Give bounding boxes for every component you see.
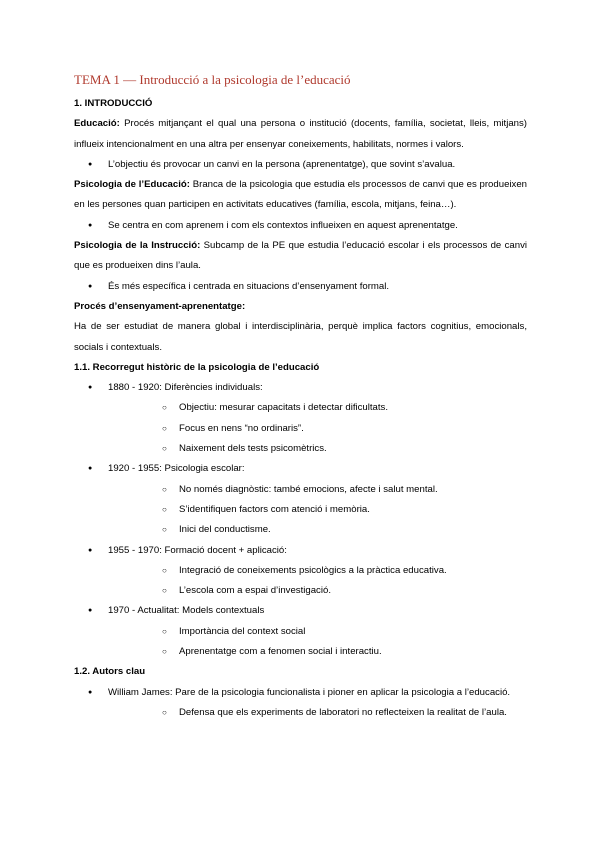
subitem: ○ Naixement dels tests psicomètrics. [108,439,527,459]
paragraph-educacio [74,114,527,155]
definition-proces-ensenyament: Ha de ser estudiat de manera global i interdisciplinària, perquè implica factors cognitius, emocionals, socials i contextuals. [74,321,527,353]
subitem: ○ Objectiu: mesurar capacitats i detectar dificultats. [108,398,527,418]
bullet-item: ● L’objectiu és provocar un canvi en la persona (aprenentatge), que sovint s’avalua. [74,155,527,175]
bullet-list-psicologia-instruccio [74,277,527,297]
period-item [74,541,527,602]
paragraph-psicologia-educacio [74,175,527,216]
period-label: 1880 - 1920: Diferències individuals: [108,382,263,394]
subitem: ○ Inici del conductisme. [108,520,527,540]
period-item [74,378,527,459]
author-subitems [108,703,527,723]
author-label: William James: Pare de la psicologia funcionalista i pioner en aplicar la psicologia a l’educació. [108,686,511,698]
period-item [74,459,527,540]
bullet-item: ● És més específica i centrada en situacions d’ensenyament formal. [74,277,527,297]
period-subitems [108,622,527,663]
period-label: 1920 - 1955: Psicologia escolar: [108,463,245,475]
definition-educacio: Procés mitjançant el qual una persona o institució (docents, família, societat, lleis, mitjans) influeix intencionalment en una altra per ensenyar coneixements, habilitats, normes i valors. [74,118,527,150]
subitem: ○ Importància del context social [108,622,527,642]
bullet-list-psicologia-educacio [74,216,527,236]
term-proces-ensenyament: Procés d’ensenyament-aprenentatge: [74,300,246,312]
subitem: ○ Focus en nens “no ordinaris”. [108,419,527,439]
history-periods-list [74,378,527,662]
subitem: ○ Integració de coneixements psicològics a la pràctica educativa. [108,561,527,581]
period-label: 1955 - 1970: Formació docent + aplicació: [108,544,287,556]
term-psicologia-educacio: Psicologia de l’Educació: [74,179,190,191]
subitem: ○ No només diagnòstic: també emocions, afecte i salut mental. [108,480,527,500]
section-heading-1-1: 1.1. Recorregut històric de la psicologia de l’educació [74,361,320,373]
paragraph-psicologia-instruccio [74,236,527,277]
subitem: ○ Defensa que els experiments de laboratori no reflecteixen la realitat de l’aula. [108,703,527,723]
period-item [74,601,527,662]
author-item [74,683,527,724]
bullet-list-educacio [74,155,527,175]
period-label: 1970 - Actualitat: Models contextuals [108,605,265,617]
authors-list [74,683,527,724]
period-subitems [108,561,527,602]
term-educacio: Educació: [74,118,120,130]
subitem: ○ Aprenentatge com a fenomen social i interactiu. [108,642,527,662]
document-content [74,70,527,723]
period-subitems [108,480,527,541]
term-psicologia-instruccio: Psicologia de la Instrucció: [74,240,201,252]
section-heading-1-2: 1.2. Autors clau [74,666,146,678]
definition-psicologia-educacio: Branca de la psicologia que estudia els processos de canvi que es produeixen en les persones quan participen en activitats educatives (família, escola, mitjans, feina…). [74,179,527,211]
page-title: TEMA 1 — Introducció a la psicologia de l’educació [74,72,351,87]
section-heading-1: 1. INTRODUCCIÓ [74,98,153,109]
subitem: ○ S’identifiquen factors com atenció i memòria. [108,500,527,520]
period-subitems [108,398,527,459]
subitem: ○ L’escola com a espai d’investigació. [108,581,527,601]
definition-psicologia-instruccio: Subcamp de la PE que estudia l’educació escolar i els processos de canvi que es produeixen dins l’aula. [74,240,528,272]
bullet-item: ● Se centra en com aprenem i com els contextos influeixen en aquest aprenentatge. [74,216,527,236]
